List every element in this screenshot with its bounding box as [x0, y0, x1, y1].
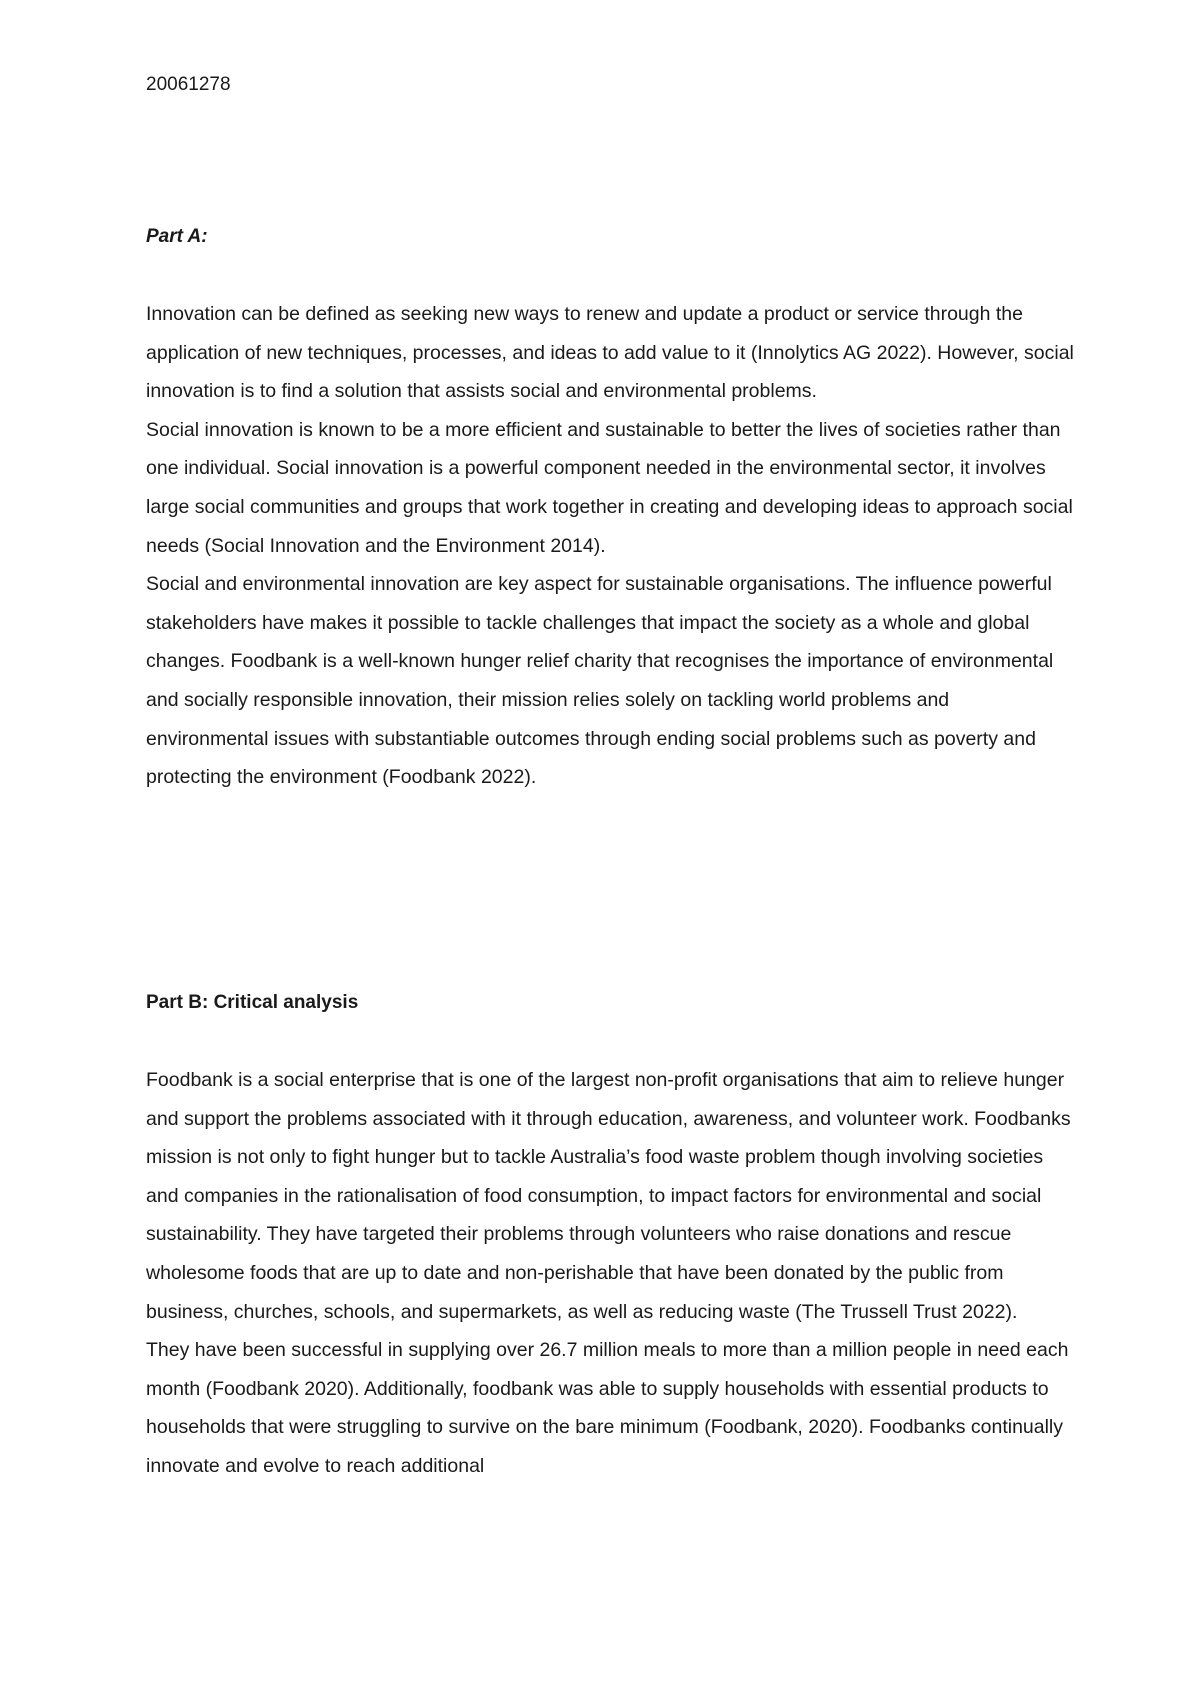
part-a-heading: Part A:: [146, 226, 208, 247]
part-a-paragraph: Social innovation is known to be a more efficient and sustainable to better the lives of societies rather than one individual. Social innovation is a powerful component needed in the environmental sector, it involves large social communities and groups that work together in creating and developing ideas to approach social needs (Social Innovation and the Environment 2014).: [146, 418, 1073, 557]
part-b-paragraph: Foodbank is a social enterprise that is one of the largest non-profit organisations that aim to relieve hunger and support the problems associated with it through education, awareness, and volunteer work. Foodbanks mission is not only to fight hunger but to tackle Australia’s food waste problem though involving societies and companies in the rationalisation of food consumption, to impact factors for environmental and social sustainability. They have targeted their problems through volunteers who raise donations and rescue wholesome foods that are up to date and non-perishable that have been donated by the public from business, churches, schools, and supermarkets, as well as reducing waste (The Trussell Trust 2022).: [146, 1069, 1071, 1323]
part-a-body: [146, 295, 1076, 797]
part-b-paragraph: They have been successful in supplying over 26.7 million meals to more than a million people in need each month (Foodbank 2020). Additionally, foodbank was able to supply households with essential products to households that were struggling to survive on the bare minimum (Foodbank, 2020). Foodbanks continually innovate and evolve to reach additional: [146, 1339, 1069, 1477]
part-b-heading: Part B: Critical analysis: [146, 992, 359, 1013]
part-a-paragraph: Social and environmental innovation are key aspect for sustainable organisations. The influence powerful stakeholders have makes it possible to tackle challenges that impact the society as a whole and global changes. Foodbank is a well-known hunger relief charity that recognises the importance of environmental and socially responsible innovation, their mission relies solely on tackling world problems and environmental issues with substantiable outcomes through ending social problems such as poverty and protecting the environment (Foodbank 2022).: [146, 573, 1054, 789]
part-b-body: [146, 1061, 1076, 1486]
student-id: 20061278: [146, 74, 231, 95]
part-a-paragraph: Innovation can be defined as seeking new ways to renew and update a product or service through the application of new techniques, processes, and ideas to add value to it (Innolytics AG 2022). However, social innovation is to find a solution that assists social and environmental problems.: [146, 303, 1074, 403]
